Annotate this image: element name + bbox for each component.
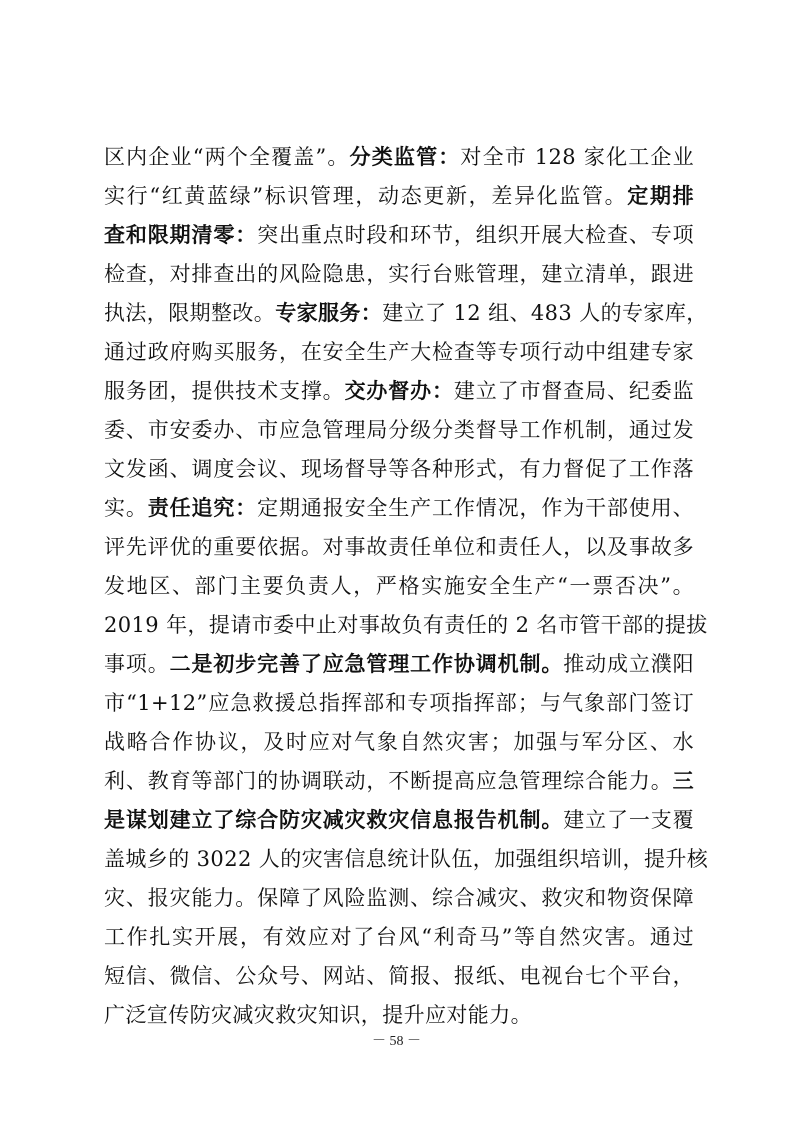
text-run: 建立了一支覆 [563, 808, 694, 832]
page-number: － 58 － [372, 1034, 421, 1049]
text-line [104, 489, 694, 528]
text-line [104, 294, 708, 333]
bold-heading-text: 是谋划建立了综合防灾减灾救灾信息报告机制。 [104, 808, 564, 832]
bold-heading-text: 分类监管： [349, 145, 461, 169]
bold-heading-text: 三 [672, 769, 694, 793]
text-run: 执法，限期整改。 [104, 301, 276, 325]
text-run: 灾、报灾能力。保障了风险监测、综合减灾、救灾和物资保障 [104, 886, 694, 910]
text-line [104, 216, 694, 255]
text-line [104, 333, 694, 372]
text-line [104, 684, 694, 723]
text-line [104, 411, 694, 450]
text-run: 短信、微信、公众号、网站、简报、报纸、电视台七个平台， [104, 964, 694, 988]
text-line [104, 177, 694, 216]
text-line [104, 606, 708, 645]
text-run: 实行“红黄蓝绿”标识管理，动态更新，差异化监管。 [104, 184, 628, 208]
bold-heading-text: 交办督办： [344, 379, 454, 403]
text-run: 通过政府购买服务，在安全生产大检查等专项行动中组建专家 [104, 340, 694, 364]
text-run: 发地区、部门主要负责人，严格实施安全生产“一票否决”。 [104, 574, 694, 598]
text-line [104, 840, 709, 879]
bold-heading-text: 定期排 [627, 184, 694, 208]
text-line [104, 255, 694, 294]
text-run: 盖城乡的 3022 人的灾害信息统计队伍，加强组织培训，提升核 [104, 847, 709, 871]
text-line [104, 801, 694, 840]
text-run: 2019 年，提请市委中止对事故负有责任的 2 名市管干部的提拔 [104, 613, 708, 637]
text-line [104, 957, 694, 996]
text-run: 事项。 [104, 652, 170, 676]
bold-heading-text: 责任追究： [147, 496, 258, 520]
text-run: 市“1+12”应急救援总指挥部和专项指挥部；与气象部门签订 [104, 691, 694, 715]
text-line [104, 450, 694, 489]
text-run: 广泛宣传防灾减灾救灾知识，提升应对能力。 [104, 1003, 532, 1027]
text-run: 实。 [104, 496, 148, 520]
text-run: 突出重点时段和环节，组织开展大检查、专项 [257, 223, 694, 247]
text-run: 文发函、调度会议、现场督导等各种形式，有力督促了工作落 [104, 457, 694, 481]
text-line [104, 918, 694, 957]
text-run: 利、教育等部门的协调联动，不断提高应急管理综合能力。 [104, 769, 673, 793]
text-run: 服务团，提供技术支撑。 [104, 379, 345, 403]
text-run: 评先评优的重要依据。对事故责任单位和责任人，以及事故多 [104, 535, 694, 559]
text-run: 检查，对排查出的风险隐患，实行台账管理，建立清单，跟进 [104, 262, 694, 286]
text-run: 区内企业“两个全覆盖”。 [104, 145, 350, 169]
text-run: 战略合作协议，及时应对气象自然灾害；加强与军分区、水 [104, 730, 694, 754]
text-run: 建立了 12 组、483 人的专家库， [382, 301, 708, 325]
bold-heading-text: 专家服务： [275, 301, 383, 325]
text-run: 定期通报安全生产工作情况，作为干部使用、 [257, 496, 694, 520]
text-run: 委、市安委办、市应急管理局分级分类督导工作机制，通过发 [104, 418, 694, 442]
text-line [104, 879, 694, 918]
text-line [104, 528, 694, 567]
bold-heading-text: 二是初步完善了应急管理工作协调机制。 [169, 652, 564, 676]
text-line [104, 723, 694, 762]
text-run: 建立了市督查局、纪委监 [453, 379, 694, 403]
text-line [104, 762, 694, 801]
text-run: 推动成立濮阳 [563, 652, 694, 676]
text-line [104, 138, 694, 177]
text-run: 对全市 128 家化工企业 [460, 145, 695, 169]
bold-heading-text: 查和限期清零： [104, 223, 258, 247]
body-text [104, 138, 709, 1035]
text-run: 工作扎实开展，有效应对了台风“利奇马”等自然灾害。通过 [104, 925, 694, 949]
text-line [104, 645, 694, 684]
text-line [104, 372, 694, 411]
text-line [104, 567, 694, 606]
